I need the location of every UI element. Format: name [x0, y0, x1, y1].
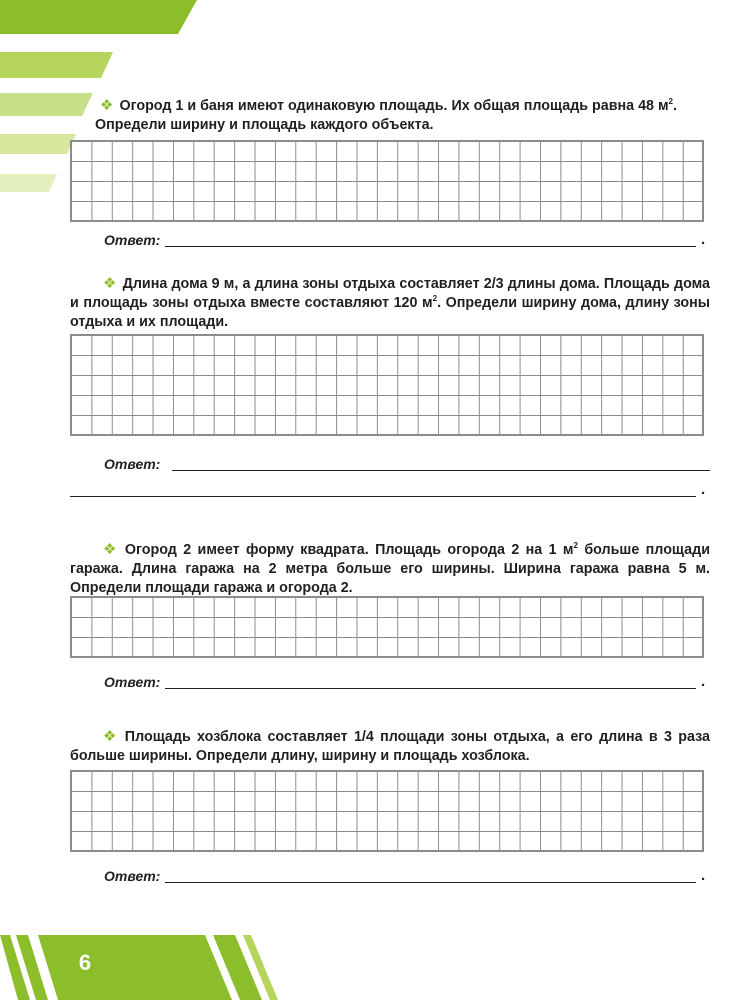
answer-label-4: Ответ: [104, 868, 161, 884]
answer-label-3: Ответ: [104, 674, 161, 690]
task-2 [70, 274, 710, 332]
task-3-text-a: Огород 2 имеет форму квадрата. Площадь огорода 2 на 1 м [124, 542, 574, 558]
task-3 [70, 540, 710, 598]
task-1-line-1: Огород 1 и баня имеют одинаковую площадь. Их общая площадь равна 48 м [119, 98, 669, 114]
answer-label-2: Ответ: [104, 456, 161, 472]
task-1-line-2: Определи ширину и площадь каждого объекта. [95, 117, 434, 133]
task-1-sup-suffix: . [672, 98, 677, 114]
stripe-5 [0, 174, 57, 192]
diamond-cluster-icon: ❖ [103, 275, 117, 292]
diamond-cluster-icon: ❖ [103, 728, 119, 745]
task-2-sup: 2 [432, 294, 438, 304]
task-3-sup: 2 [573, 541, 578, 551]
top-green-stripe [0, 0, 197, 34]
diamond-cluster-icon: ❖ [103, 541, 119, 558]
answer-end-dot-2: . [701, 481, 706, 498]
task-1 [70, 96, 710, 135]
task-2-text-b: . Определи ширину дома, длину зоны отдыха и их площади. [70, 295, 711, 330]
answer-line-1[interactable] [165, 246, 696, 247]
answer-line-3[interactable] [165, 688, 696, 689]
answer-grid-1[interactable] [70, 140, 704, 222]
diamond-cluster-icon: ❖ [100, 97, 114, 114]
answer-end-dot-3: . [701, 673, 706, 690]
task-3-text-b: больше площади гаража. Длина гаража на 2 метра больше его ширины. Ширина гаража равна 5 м. Определи площади гаража и огорода 2. [70, 542, 710, 596]
answer-end-dot-4: . [701, 867, 706, 884]
answer-line-2a[interactable] [172, 470, 710, 471]
page-number: 6 [78, 950, 92, 975]
answer-grid-2[interactable] [70, 334, 704, 436]
answer-grid-4[interactable] [70, 770, 704, 852]
task-2-text-a: Длина дома 9 м, а длина зоны отдыха составляет 2/3 длины дома. Площадь дома и площадь зоны отдыха вместе составляют 120 м [70, 276, 710, 311]
stripe-2 [0, 52, 113, 78]
answer-end-dot-1: . [701, 231, 706, 248]
answer-label-1: Ответ: [104, 232, 161, 248]
answer-grid-3[interactable] [70, 596, 704, 658]
task-4 [70, 727, 710, 766]
answer-line-2b[interactable] [70, 496, 696, 497]
answer-line-4[interactable] [165, 882, 696, 883]
task-4-text: Площадь хозблока составляет 1/4 площади зоны отдыха, а его длина в 3 раза больше ширины. Определи длину, ширину и площадь хозблока. [70, 729, 711, 764]
stripe-4 [0, 134, 76, 154]
task-1-sup: 2 [668, 97, 673, 107]
